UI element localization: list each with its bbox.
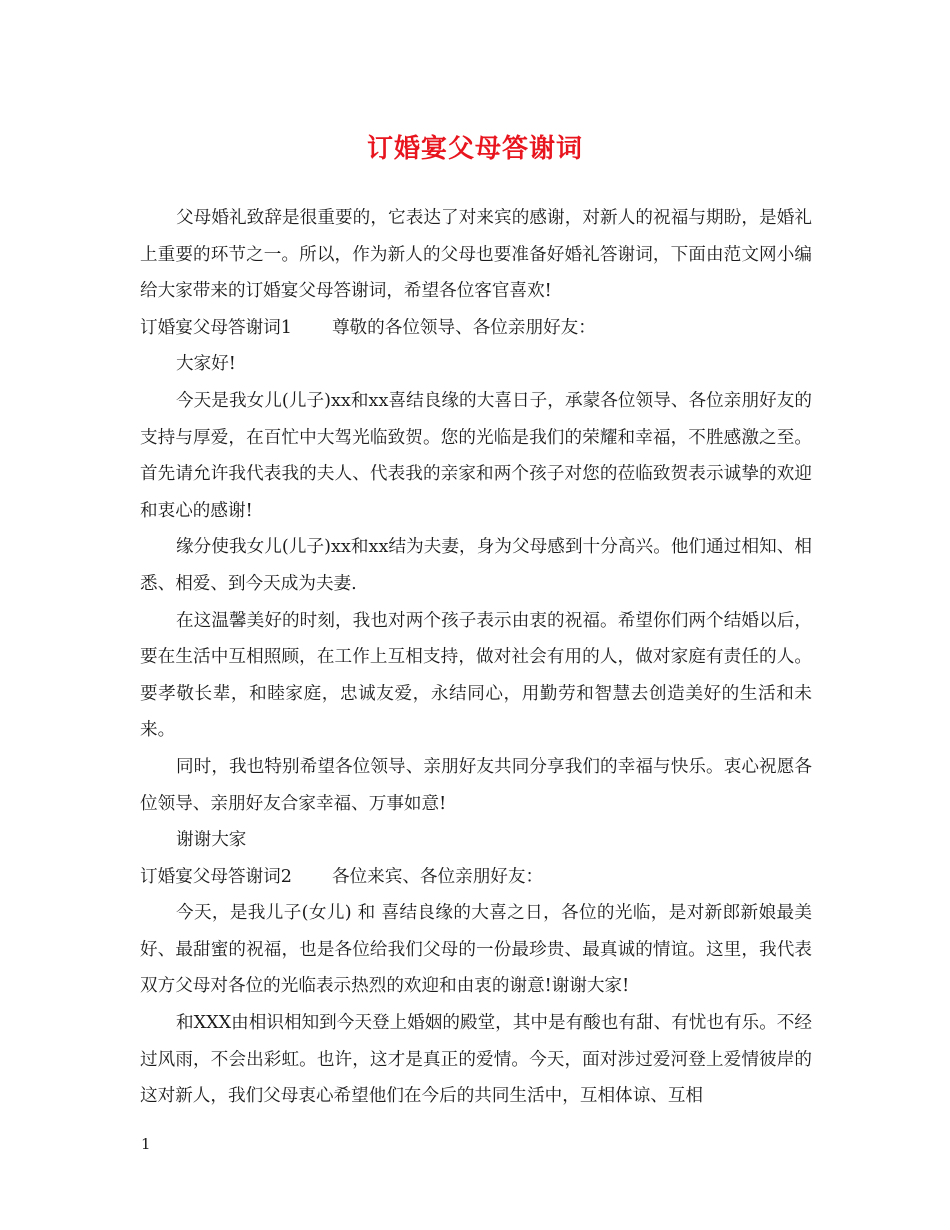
section-1-greeting: 大家好!: [176, 354, 236, 375]
section-1-heading: [140, 310, 812, 347]
section-2-heading: [140, 859, 812, 896]
section-1-paragraph-1: 今天是我女儿(儿子)xx和xx喜结良缘的大喜日子，承蒙各位领导、各位亲朋好友的支持与厚爱，在百忙中大驾光临致贺。您的光临是我们的荣耀和幸福，不胜感激之至。首先请允许我代表我的夫人、代表我的亲家和两个孩子对您的莅临致贺表示诚挚的欢迎和衷心的感谢!: [140, 390, 812, 521]
section-2-paragraph-1: 今天，是我儿子(女儿) 和 喜结良缘的大喜之日，各位的光临，是对新郎新娘最美好、最甜蜜的祝福，也是各位给我们父母的一份最珍贵、最真诚的情谊。这里，我代表双方父母对各位的光临表示热烈的欢迎和由衷的谢意!谢谢大家!: [140, 903, 812, 997]
section-1-label: 订婚宴父母答谢词1: [140, 317, 292, 338]
document-body: [140, 200, 812, 1115]
page-number: 1: [141, 1135, 151, 1153]
section-1-paragraph-2: 缘分使我女儿(儿子)xx和xx结为夫妻，身为父母感到十分高兴。他们通过相知、相悉、相爱、到今天成为夫妻.: [140, 537, 812, 594]
section-2-label: 订婚宴父母答谢词2: [140, 866, 292, 887]
intro-paragraph: 父母婚礼致辞是很重要的，它表达了对来宾的感谢，对新人的祝福与期盼，是婚礼上重要的环节之一。所以，作为新人的父母也要准备好婚礼答谢词，下面由范文网小编给大家带来的订婚宴父母答谢词，希望各位客官喜欢!: [140, 208, 812, 302]
section-1-paragraph-4: 同时，我也特别希望各位领导、亲朋好友共同分享我们的幸福与快乐。衷心祝愿各位领导、亲朋好友合家幸福、万事如意!: [140, 756, 812, 814]
section-1-salutation: 尊敬的各位领导、各位亲朋好友：: [331, 317, 596, 338]
section-2-paragraph-2: 和XXX由相识相知到今天登上婚姻的殿堂，其中是有酸也有甜、有忧也有乐。不经过风雨，不会出彩虹。也许，这才是真正的爱情。今天，面对涉过爱河登上爱情彼岸的这对新人，我们父母衷心希望他们在今后的共同生活中，互相体谅、互相: [140, 1013, 812, 1107]
section-2-salutation: 各位来宾、各位亲朋好友：: [331, 866, 544, 887]
document-title: 订婚宴父母答谢词: [366, 134, 583, 164]
section-1-thanks: 谢谢大家: [176, 830, 247, 851]
section-1-paragraph-3: 在这温馨美好的时刻，我也对两个孩子表示由衷的祝福。希望你们两个结婚以后，要在生活中互相照顾，在工作上互相支持，做对社会有用的人，做对家庭有责任的人。要孝敬长辈，和睦家庭，忠诚友爱，永结同心，用勤劳和智慧去创造美好的生活和未来。: [140, 610, 812, 741]
